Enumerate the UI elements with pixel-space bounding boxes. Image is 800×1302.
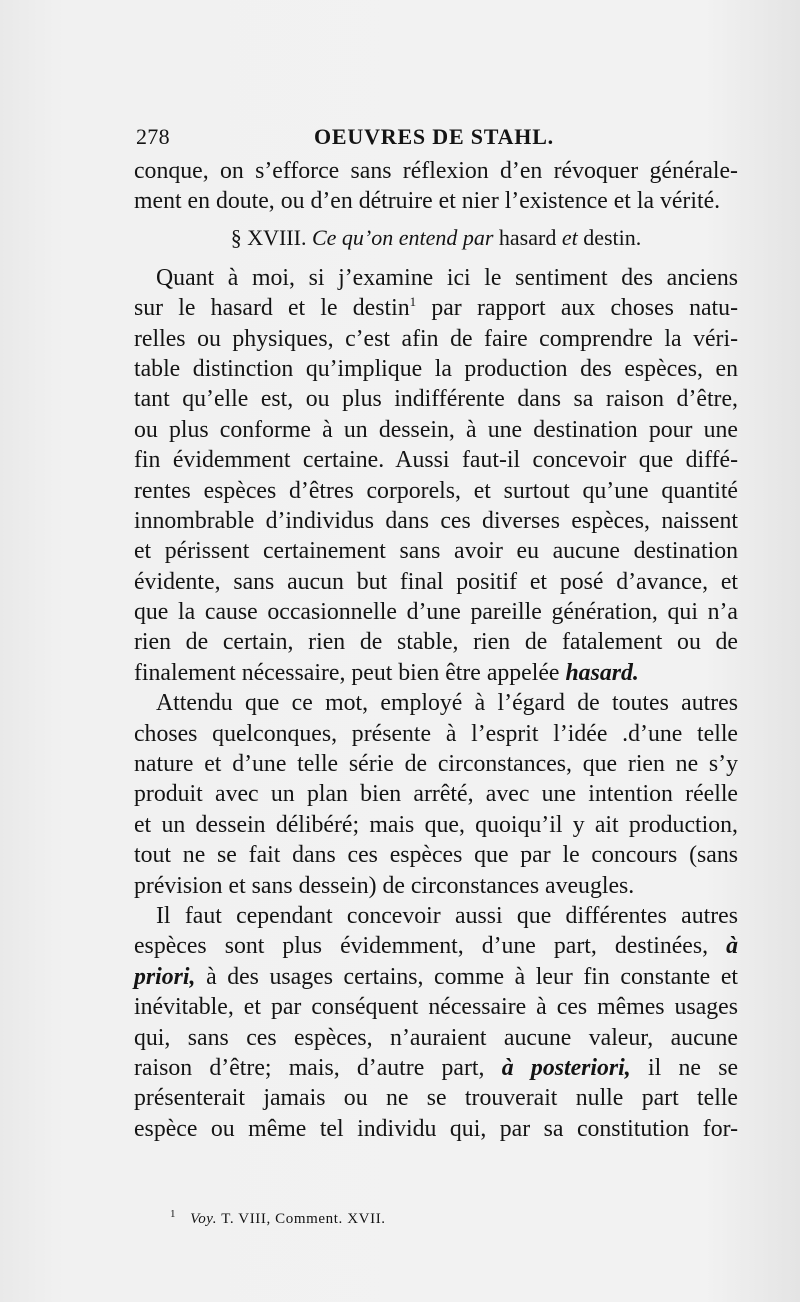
text-fragment: espèces sont plus évidemment, d’une part, destinées, bbox=[134, 933, 709, 960]
footnote-abbreviation: Voy. bbox=[190, 1211, 218, 1227]
text-line: Attendu que ce mot, employé à l’égard de toutes autres bbox=[156, 690, 738, 717]
footnote-reference: 1 bbox=[409, 294, 417, 310]
text-line: qui, sans ces espèces, n’auraient aucune valeur, aucune bbox=[134, 1024, 738, 1051]
text-line: choses quelconques, présente à l’esprit l’idée .d’une telle bbox=[134, 720, 738, 747]
text-line: fin évidemment certaine. Aussi faut-il concevoir que diffé- bbox=[134, 447, 738, 474]
text-line: ment en doute, ou d’en détruire et nier l’existence et la vérité. bbox=[134, 188, 721, 215]
text-line: prévision et sans dessein) de circonstances aveugles. bbox=[134, 872, 635, 899]
section-title-italic: Ce qu’on entend par bbox=[311, 224, 494, 250]
text-line: espèce ou même tel individu qui, par sa constitution for- bbox=[134, 1115, 738, 1142]
section-heading bbox=[134, 217, 738, 263]
text-line: rentes espèces d’êtres corporels, et surtout qu’une quantité bbox=[134, 477, 738, 504]
text-fragment: raison d’être; mais, d’autre part, bbox=[134, 1054, 485, 1081]
section-mark: § XVIII. bbox=[230, 224, 307, 250]
text-line bbox=[134, 293, 738, 323]
section-title-italic: et bbox=[561, 224, 578, 250]
text-line: Quant à moi, si j’examine ici le sentiment des anciens bbox=[156, 264, 738, 291]
text-line: relles ou physiques, c’est afin de faire comprendre la véri- bbox=[134, 325, 738, 352]
text-fragment: à des usages certains, comme à leur fin constante et bbox=[206, 963, 738, 990]
text-line: ou plus conforme à un dessein, à une destination pour une bbox=[134, 416, 738, 443]
text-line: et périssent certainement sans avoir eu aucune destination bbox=[134, 538, 738, 565]
text-line bbox=[134, 931, 738, 961]
running-title: OEUVRES DE STAHL. bbox=[314, 124, 554, 149]
text-fragment: par rapport aux choses natu- bbox=[431, 295, 738, 322]
text-line: inévitable, et par conséquent nécessaire à ces mêmes usages bbox=[134, 994, 738, 1021]
footnote-text: T. VIII, Comment. XVII. bbox=[221, 1211, 386, 1227]
text-line: innombrable d’individus dans ces diverses espèces, naissent bbox=[134, 507, 738, 534]
text-line: conque, on s’efforce sans réflexion d’en révoquer générale- bbox=[134, 158, 738, 184]
footnote bbox=[170, 1208, 386, 1228]
section-title-word: destin. bbox=[583, 224, 642, 250]
text-line: évidente, sans aucun but final positif et posé d’avance, et bbox=[134, 568, 738, 595]
section-title-word: hasard bbox=[498, 224, 557, 250]
text-line: rien de certain, rien de stable, rien de fatalement ou de bbox=[134, 629, 738, 656]
page-header bbox=[136, 120, 736, 152]
text-fragment: il ne se bbox=[648, 1054, 739, 1081]
emphasized-word: à posteriori, bbox=[501, 1054, 631, 1081]
text-line: nature et d’une telle série de circonstances, que rien ne s’y bbox=[134, 751, 738, 778]
text-line: Il faut cependant concevoir aussi que différentes autres bbox=[156, 902, 738, 929]
page-number: 278 bbox=[136, 124, 170, 149]
text-line: tant qu’elle est, ou plus indifférente dans sa raison d’être, bbox=[134, 386, 738, 413]
text-line: que la cause occasionnelle d’une pareille génération, qui n’a bbox=[134, 599, 738, 626]
text-line: et un dessein délibéré; mais que, quoiqu’il y ait production, bbox=[134, 811, 738, 838]
footnote-mark: 1 bbox=[170, 1208, 177, 1220]
text-fragment: sur le hasard et le destin bbox=[134, 295, 410, 322]
text-line: tout ne se fait dans ces espèces que par le concours (sans bbox=[134, 842, 738, 869]
text-line: présenterait jamais ou ne se trouverait nulle part telle bbox=[134, 1085, 738, 1112]
text-line: table distinction qu’implique la production des espèces, en bbox=[134, 355, 738, 382]
text-fragment: finalement nécessaire, peut bien être appelée bbox=[134, 659, 560, 686]
text-line bbox=[134, 1053, 738, 1083]
emphasized-word: hasard. bbox=[565, 659, 639, 686]
emphasized-word: priori, bbox=[134, 963, 196, 990]
text-line: produit avec un plan bien arrêté, avec une intention réelle bbox=[134, 781, 738, 808]
emphasized-word: à bbox=[726, 933, 738, 960]
body-text bbox=[134, 156, 738, 1144]
text-line bbox=[134, 962, 738, 992]
text-line bbox=[134, 658, 738, 688]
